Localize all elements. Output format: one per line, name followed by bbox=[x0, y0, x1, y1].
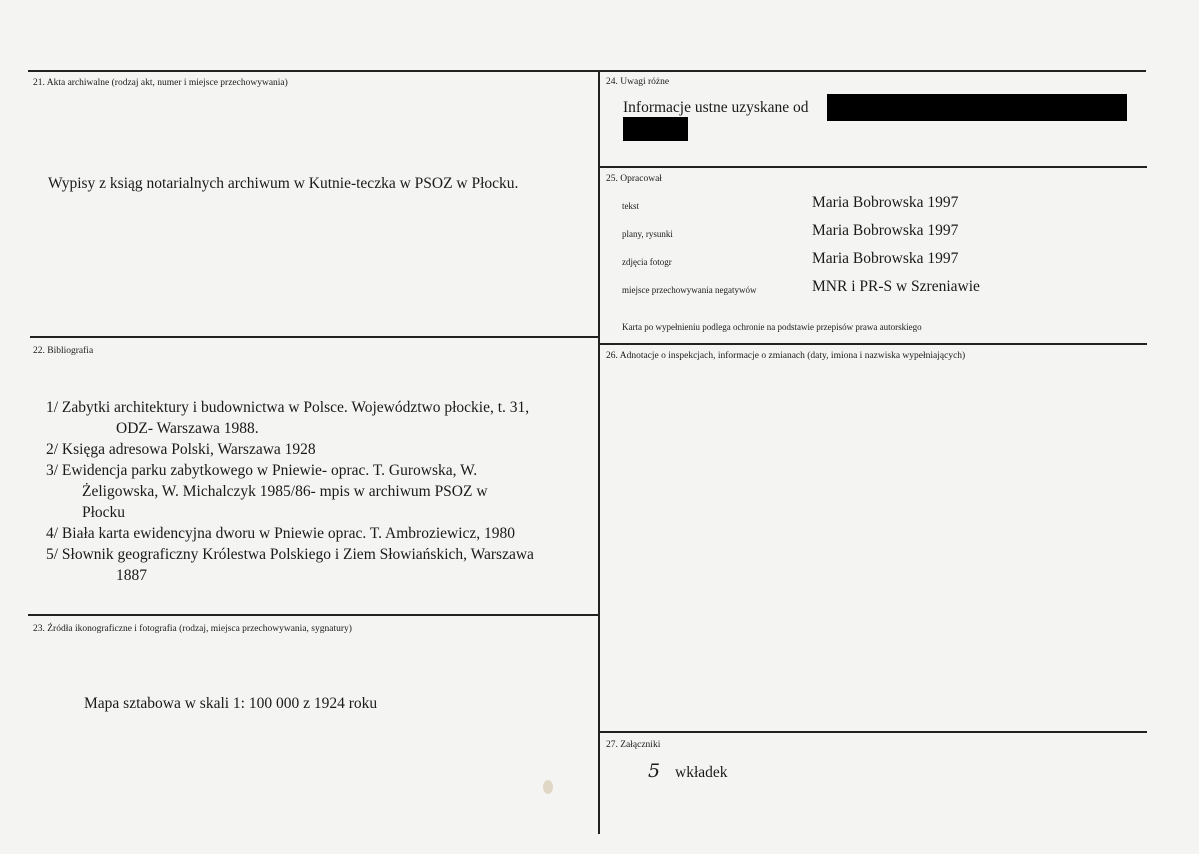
attachment-count: 5 bbox=[648, 760, 661, 782]
bibliography-item: 2/ Księga adresowa Polski, Warszawa 1928 bbox=[46, 441, 316, 458]
section-21-label: 21. Akta archiwalne (rodzaj akt, numer i miejsce przechowywania) bbox=[33, 78, 288, 88]
section-24-label: 24. Uwagi różne bbox=[606, 77, 670, 87]
paper-stain bbox=[543, 780, 553, 794]
section-22-label: 22. Bibliografia bbox=[33, 346, 94, 356]
section-23-label: 23. Źródła ikonograficzne i fotografia (rodzaj, miejsca przechowywania, sygnatury) bbox=[33, 624, 352, 634]
redaction-bar bbox=[827, 94, 1127, 121]
field-value-plany: Maria Bobrowska 1997 bbox=[812, 222, 959, 239]
rule-24-25 bbox=[599, 166, 1147, 168]
rule-26-27 bbox=[599, 731, 1147, 733]
bibliography-list bbox=[46, 397, 606, 586]
rule-22-23 bbox=[28, 614, 599, 616]
top-rule bbox=[28, 70, 1146, 72]
field-value-tekst: Maria Bobrowska 1997 bbox=[812, 194, 959, 211]
field-label-zdjecia: zdjęcia fotogr bbox=[622, 257, 672, 267]
section-23-text: Mapa sztabowa w skali 1: 100 000 z 1924 roku bbox=[84, 695, 378, 712]
section-21-text: Wypisy z ksiąg notarialnych archiwum w Kutnie-teczka w PSOZ w Płocku. bbox=[48, 175, 519, 192]
section-27-label: 27. Załączniki bbox=[606, 740, 661, 750]
copyright-note: Karta po wypełnieniu podlega ochronie na podstawie przepisów prawa autorskiego bbox=[622, 322, 922, 332]
section-26-label: 26. Adnotacje o inspekcjach, informacje o zmianach (daty, imiona i nazwiska wypełniających) bbox=[606, 351, 966, 361]
rule-21-22 bbox=[30, 336, 599, 338]
section-24-text: Informacje ustne uzyskane od bbox=[623, 99, 809, 116]
bibliography-item: 4/ Biała karta ewidencyjna dworu w Pniewie oprac. T. Ambroziewicz, 1980 bbox=[46, 525, 516, 542]
attachment-text: wkładek bbox=[675, 764, 728, 781]
field-value-zdjecia: Maria Bobrowska 1997 bbox=[812, 250, 959, 267]
bibliography-item: 5/ Słownik geograficzny Królestwa Polskiego i Ziem Słowiańskich, Warszawa 1887 bbox=[46, 546, 534, 584]
section-25-label: 25. Opracował bbox=[606, 174, 662, 184]
field-label-negatywy: miejsce przechowywania negatywów bbox=[622, 285, 757, 295]
rule-25-26 bbox=[599, 343, 1147, 345]
bibliography-item: 1/ Zabytki architektury i budownictwa w Polsce. Województwo płockie, t. 31, ODZ- Warszawa 1988. bbox=[46, 399, 530, 437]
bibliography-item: 3/ Ewidencja parku zabytkowego w Pniewie- oprac. T. Gurowska, W. Żeligowska, W. Michalczyk 1985/86- mpis w archiwum PSOZ w Płocku bbox=[46, 462, 488, 521]
field-value-negatywy: MNR i PR-S w Szreniawie bbox=[812, 278, 980, 295]
redaction-bar bbox=[623, 117, 688, 141]
field-label-tekst: tekst bbox=[622, 201, 639, 211]
field-label-plany: plany, rysunki bbox=[622, 229, 673, 239]
